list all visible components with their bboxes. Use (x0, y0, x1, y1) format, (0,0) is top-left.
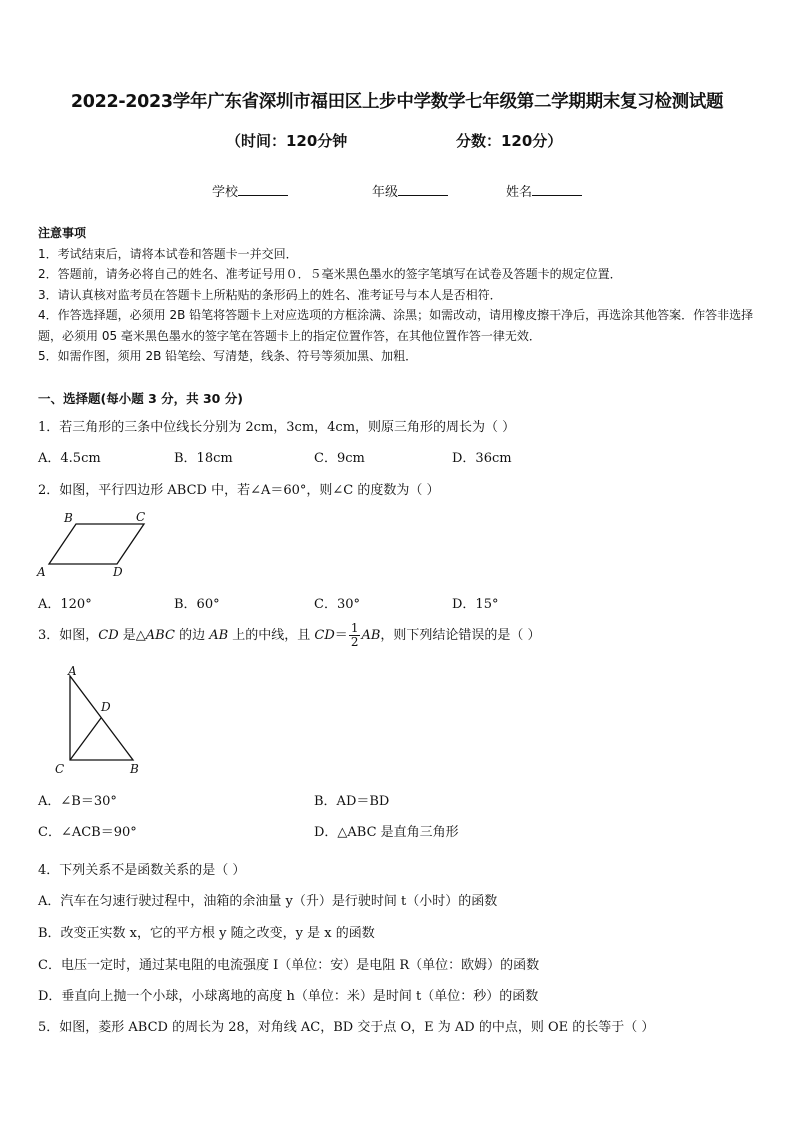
notes-heading: 注意事项 (38, 226, 87, 240)
school-blank (238, 183, 288, 196)
note-item: 1．考试结束后，请将本试卷和答题卡一并交回． (38, 246, 298, 261)
note-item: 4．作答选择题，必须用 2B 铅笔将答题卡上对应选项的方框涂满、涂黑；如需改动，请用橡皮擦干净后，再选涂其他答案．作答非选择题，必须用 05 毫米黑色墨水的签字笔在答题卡上的指定位置作答，在其他位置作答一律无效． (38, 308, 754, 343)
exam-title: 2022-2023学年广东省深圳市福田区上步中学数学七年级第二学期期末复习检测试题 (70, 92, 724, 112)
exam-score: 分数：120分） (456, 132, 563, 150)
q3-text: ，则下列结论错误的是（ ） (380, 628, 541, 643)
q3-text: 的边 (174, 628, 210, 643)
q3-cd: CD (98, 628, 119, 643)
fraction-numerator: 1 (350, 621, 359, 635)
q3-equals: ＝ (334, 628, 348, 643)
q3-option-d: D．△ABC 是直角三角形 (314, 825, 459, 840)
note-item: 5．如需作图，须用 2B 铅笔绘、写清楚，线条、符号等须加黑、加粗． (38, 349, 418, 363)
q3-option-a: A．∠B＝30° (38, 794, 117, 809)
q2-option-b: B．60° (174, 597, 220, 612)
label-D: D (101, 700, 111, 714)
exam-time: （时间：120分钟 (226, 132, 348, 150)
q3-ab: AB (209, 628, 229, 643)
q3-ab: AB (361, 628, 381, 643)
note-item: 3．请认真核对监考员在答题卡上所粘贴的条形码上的姓名、准考证号与本人是否相符． (38, 287, 502, 302)
q3-cd: CD (314, 628, 335, 643)
q1-option-d: D．36cm (452, 451, 512, 466)
fraction-denominator: 2 (350, 635, 359, 649)
label-C: C (136, 510, 146, 524)
q2-option-a: A．120° (38, 597, 92, 612)
q4-option-c: C．电压一定时，通过某电阻的电流强度 I（单位：安）是电阻 R（单位：欧姆）的函数 (38, 958, 540, 973)
q3-text: 上的中线，且 (228, 628, 315, 643)
label-B: B (130, 762, 139, 776)
question-4-stem: 4．下列关系不是函数关系的是（ ） (38, 863, 246, 878)
q1-option-a: A．4.5cm (38, 451, 101, 466)
note-item: 2．答题前，请务必将自己的姓名、准考证号用０．５毫米黑色墨水的签字笔填写在试卷及答题卡的规定位置． (38, 267, 622, 281)
q3-option-c: C．∠ACB＝90° (38, 825, 137, 840)
q2-option-d: D．15° (452, 597, 499, 612)
label-B: B (64, 511, 73, 525)
q4-option-d: D．垂直向上抛一个小球，小球离地的高度 h（单位：米）是时间 t（单位：秒）的函数 (38, 989, 539, 1004)
parallelogram-figure (34, 508, 154, 580)
q3-abc: ABC (145, 628, 175, 643)
section-heading: 一、选择题(每小题 3 分，共 30 分) (38, 391, 243, 406)
notes-section (38, 223, 758, 367)
label-A: A (37, 565, 46, 579)
name-label: 姓名 (506, 185, 533, 200)
q3-text: 3．如图， (38, 628, 99, 643)
q4-option-a: A．汽车在匀速行驶过程中，油箱的余油量 y（升）是行驶时间 t（小时）的函数 (38, 894, 498, 909)
label-D: D (113, 565, 123, 579)
question-5-stem: 5．如图，菱形 ABCD 的周长为 28，对角线 AC，BD 交于点 O，E 为 AD 的中点，则 OE 的长等于（ ） (38, 1020, 655, 1035)
school-field (212, 181, 288, 200)
question-2-stem: 2．如图，平行四边形 ABCD 中，若∠A＝60°，则∠C 的度数为（ ） (38, 483, 440, 498)
grade-label: 年级 (372, 185, 399, 200)
question-3-stem (38, 622, 541, 649)
q1-option-c: C．9cm (314, 451, 365, 466)
grade-field (372, 181, 448, 200)
school-label: 学校 (212, 185, 239, 200)
label-C: C (55, 762, 65, 776)
question-1-stem: 1．若三角形的三条中位线长分别为 2cm，3cm，4cm，则原三角形的周长为（ ） (38, 420, 516, 435)
right-triangle-figure (50, 662, 142, 778)
q3-option-b: B．AD＝BD (314, 794, 390, 809)
q3-fraction (349, 622, 361, 649)
grade-blank (398, 183, 448, 196)
name-field (506, 181, 582, 200)
q1-option-b: B．18cm (174, 451, 233, 466)
name-blank (532, 183, 582, 196)
label-A: A (68, 664, 77, 678)
q3-text: 是△ (118, 628, 146, 643)
q4-option-b: B．改变正实数 x，它的平方根 y 随之改变，y 是 x 的函数 (38, 926, 375, 941)
q2-option-c: C．30° (314, 597, 360, 612)
